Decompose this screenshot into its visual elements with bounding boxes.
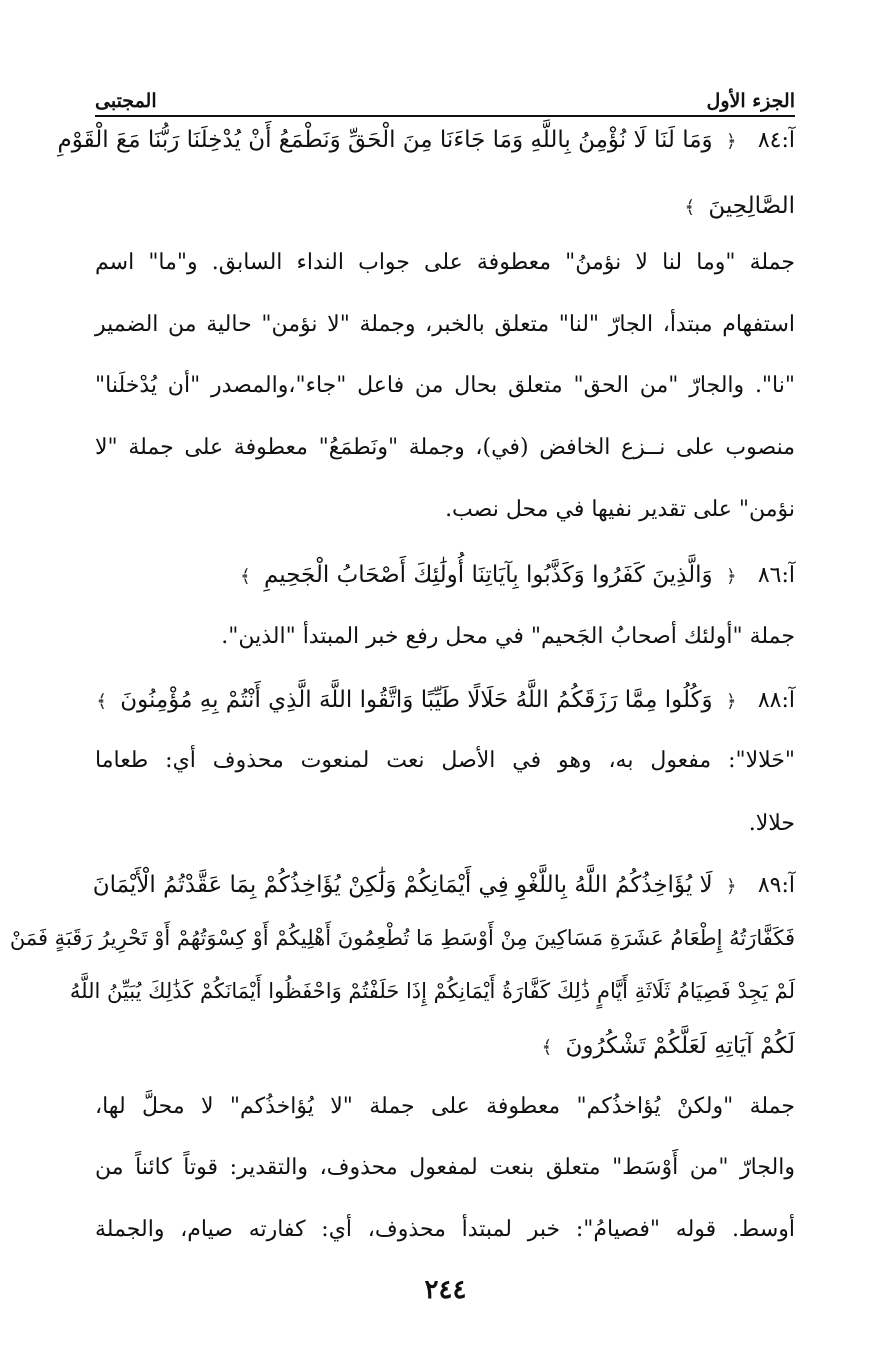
verse-86-line [95,548,795,602]
verse-84-line-1 [57,113,795,167]
verse-89-line-4 [95,1019,795,1073]
ornate-bracket-open-icon: ﴿ [725,566,737,587]
paragraph-line: نؤمن" على تقدير نفيها في محل نصب. [445,497,795,522]
paragraph-line: "حَلالا": مفعول به، وهو في الأصل نعت لمنعوت محذوف أي: طعاما [95,748,795,773]
paragraph-line: جملة "وما لنا لا نؤمنُ" معطوفة على جواب النداء السابق. و"ما" اسم [95,250,795,275]
quran-text: لَا يُؤَاخِذُكُمُ اللَّهُ بِاللَّغْوِ فِي أَيْمَانِكُمْ وَلَٰكِنْ يُؤَاخِذُكُمْ بِمَا عَقَّدْتُمُ الْأَيْمَانَ [92,872,713,898]
verse-ref: آ:٨٤ [757,128,795,153]
paragraph-line: حلالا. [748,811,795,836]
paragraph-line: استفهام مبتدأ، الجارّ "لنا" متعلق بالخبر، وجملة "لا نؤمن" حالية من الضمير [95,312,795,337]
verse-89-line-1 [92,858,795,912]
ornate-bracket-open-icon: ﴿ [725,691,737,712]
quran-text: وَمَا لَنَا لَا نُؤْمِنُ بِاللَّهِ وَمَا جَاءَنَا مِنَ الْحَقِّ وَنَطْمَعُ أَنْ يُدْخِلَنَا رَبُّنَا مَعَ الْقَوْمِ [57,127,713,153]
header-book-title: المجتبى [95,90,157,112]
paragraph-line: أوسط. قوله "فصيامُ": خبر لمبتدأ محذوف، أي: كفارته صيام، والجملة [95,1217,795,1242]
paragraph-line: منصوب على نــزع الخافض (في)، وجملة "ونَطمَعُ" معطوفة على جملة "لا [95,435,795,460]
quran-text: وَالَّذِينَ كَفَرُوا وَكَذَّبُوا بِآيَاتِنَا أُولَٰئِكَ أَصْحَابُ الْجَحِيمِ [263,562,713,588]
verse-ref: آ:٨٨ [757,688,795,713]
verse-88-line [95,673,795,727]
ornate-bracket-close-icon: ﴾ [684,197,696,218]
verse-ref: آ:٨٦ [757,563,795,588]
quran-text: وَكُلُوا مِمَّا رَزَقَكُمُ اللَّهُ حَلَالًا طَيِّبًا وَاتَّقُوا اللَّهَ الَّذِي أَنْتُمْ بِهِ مُؤْمِنُونَ [120,687,713,713]
paragraph-line: "نا". والجارّ "من الحق" متعلق بحال من فاعل "جاء"،والمصدر "أن يُدْخلَنا" [95,373,795,398]
verse-ref: آ:٨٩ [757,873,795,898]
verse-89-line-2: فَكَفَّارَتُهُ إِطْعَامُ عَشَرَةِ مَسَاكِينَ مِنْ أَوْسَطِ مَا تُطْعِمُونَ أَهْلِيكُمْ أَوْ كِسْوَتُهُمْ أَوْ تَحْرِيرُ رَقَبَةٍ فَمَنْ [9,926,795,950]
ornate-bracket-close-icon: ﴾ [96,691,107,712]
verse-89-line-3: لَمْ يَجِدْ فَصِيَامُ ثَلَاثَةِ أَيَّامٍ ذَٰلِكَ كَفَّارَةُ أَيْمَانِكُمْ إِذَا حَلَفْتُمْ وَاحْفَظُوا أَيْمَانَكُمْ كَذَٰلِكَ يُبَيِّنُ اللَّهُ [69,979,795,1003]
paragraph-line: جملة "أولئك أصحابُ الجَحيم" في محل رفع خبر المبتدأ "الذين". [221,624,795,649]
ornate-bracket-close-icon: ﴾ [240,566,251,587]
quran-text: لَكُمْ آيَاتِهِ لَعَلَّكُمْ تَشْكُرُونَ [565,1033,795,1059]
page-number: ٢٤٤ [424,1275,467,1305]
ornate-bracket-open-icon: ﴿ [725,131,737,152]
header-part: الجزء الأول [706,90,795,112]
paragraph-line: والجارّ "من أَوْسَط" متعلق بنعت لمفعول محذوف، والتقدير: قوتاً كائناً من [95,1155,795,1180]
quran-text: الصَّالِحِينَ [708,193,795,219]
ornate-bracket-close-icon: ﴾ [541,1037,553,1058]
verse-84-line-2 [95,179,795,233]
running-header [95,82,795,112]
paragraph-line: جملة "ولكنْ يُؤاخذُكم" معطوفة على جملة "لا يُؤاخذُكم" لا محلَّ لها، [95,1094,795,1119]
ornate-bracket-open-icon: ﴿ [725,876,737,897]
